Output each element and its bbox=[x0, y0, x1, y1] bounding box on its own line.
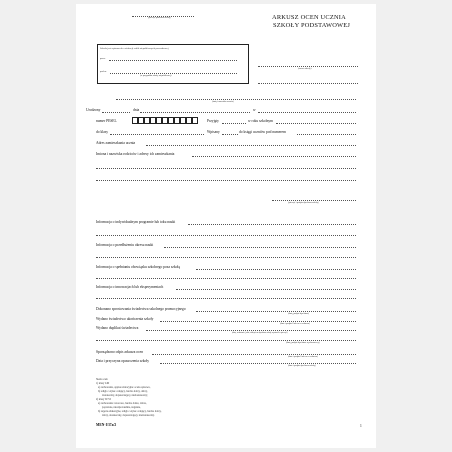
form-code: MEN-I/37a/2 bbox=[96, 423, 117, 427]
admitted-line bbox=[222, 123, 246, 124]
register-line bbox=[222, 134, 238, 135]
extra-caption: (data, podpis dyrektora wychowawcy) bbox=[286, 342, 320, 344]
school-year-line bbox=[276, 123, 356, 124]
compulsory-outside-line-2 bbox=[96, 278, 356, 279]
school-name-line-2 bbox=[258, 83, 358, 84]
legend-line: 1) klasy I-III bbox=[96, 382, 110, 385]
page-number: 1 bbox=[360, 424, 362, 428]
class-label: do klasy bbox=[96, 130, 109, 134]
compulsory-outside-label: Informacja o spełnianiu obowiązku szkolnego poza szkołą bbox=[96, 265, 181, 269]
birth-place-line bbox=[258, 112, 356, 113]
address-label: Adres zamieszkania ucznia bbox=[96, 141, 136, 145]
registration-number-line bbox=[110, 73, 237, 74]
register-number-line bbox=[297, 134, 356, 135]
innovations-line-1 bbox=[176, 289, 356, 290]
pesel-label: numer PESEL bbox=[96, 119, 117, 123]
register-suffix: do księgi uczniów pod numerem bbox=[239, 130, 286, 134]
stamp-caption: (pieczęć podłużna szkoły) bbox=[148, 17, 171, 19]
parents-line-3 bbox=[96, 180, 356, 181]
copy-made-label: Sporządzono odpis arkusza ocen bbox=[96, 350, 144, 354]
document-page bbox=[76, 4, 376, 448]
admitted-label: Przyjęty bbox=[207, 119, 219, 123]
registration-box-by: przez bbox=[100, 57, 106, 60]
individual-program-line-1 bbox=[188, 224, 356, 225]
class-line bbox=[110, 134, 204, 135]
registration-box-line1: Szkoła jest wpisana do ewidencji szkół niepublicznych prowadzonej bbox=[100, 47, 169, 50]
form-title-line1: ARKUSZ OCEN UCZNIA bbox=[272, 14, 346, 21]
promotion-caption: (data, podpis dyrektora) bbox=[288, 313, 309, 315]
graduation-caption: (data i podpis k'ulecza w arkuszu) bbox=[280, 323, 310, 325]
student-name-caption: (imię i nazwisko ucznia) bbox=[212, 101, 234, 103]
legend-line: 2) klasy IV-VI bbox=[96, 398, 112, 401]
extended-period-line-1 bbox=[164, 247, 356, 248]
legend-line: b) zajęcia edukacyjne, religia / etyka: celujący, bardzo dobry, bbox=[98, 410, 162, 413]
born-day-label: dnia bbox=[133, 108, 140, 112]
parents-label: Imiona i nazwiska rodziców i adresy ich zamieszkania bbox=[96, 152, 175, 156]
legend-line: dostateczny, dopuszczający, niedostateczny; bbox=[102, 394, 148, 397]
graduation-certificate-line bbox=[160, 321, 356, 322]
duplicate-certificate-label: Wydano duplikat świadectwa bbox=[96, 326, 139, 330]
parents-line-1 bbox=[192, 156, 356, 157]
parents-line-2 bbox=[96, 168, 356, 169]
duplicate-certificate-line bbox=[146, 330, 356, 331]
address-line bbox=[146, 145, 356, 146]
form-title-line2: SZKOŁY PODSTAWOWEJ bbox=[273, 22, 351, 29]
promotion-certificate-label: Dokonano sprostowania świadectwa szkolnego promocyjnego bbox=[96, 307, 186, 311]
legend-line: a) zachowanie, oppisa relatacyjne: ocena opisowa, bbox=[98, 386, 151, 389]
legend-line: a) zachowanie: wzorowe, bardzo dobre, dobre, bbox=[98, 402, 147, 405]
compulsory-outside-line-1 bbox=[196, 269, 356, 270]
born-label: Urodzony bbox=[86, 108, 101, 112]
leaving-label: Data i przyczyna opuszczenia szkoły bbox=[96, 359, 150, 363]
copy-made-caption: (data i podpis k'ulecza w arkuszu) bbox=[288, 356, 318, 358]
register-label: Wpisany bbox=[207, 130, 220, 134]
legend-line: dobry, dostateczny, dopuszczający, niedostateczny. bbox=[102, 414, 155, 417]
duplicate-caption: (data, wskazanie: jakie; odkryciem dyrektora szkoły wystawił w pieczęć) bbox=[232, 332, 288, 334]
innovations-label: Informacja o innowacjach lub eksperymentach bbox=[96, 285, 164, 289]
director-signature-line bbox=[272, 200, 356, 201]
birth-date-line bbox=[140, 112, 250, 113]
registration-by-line bbox=[109, 60, 237, 61]
extended-period-label: Informacja o przedłużeniu okresu nauki bbox=[96, 243, 154, 247]
legend-line: b) religia / etyka: celujący, bardzo dobry, dobry, bbox=[98, 390, 148, 393]
legend-heading: Skala ocen: bbox=[96, 378, 109, 381]
extended-period-line-2 bbox=[96, 257, 356, 258]
student-name-line bbox=[116, 99, 356, 100]
leaving-line bbox=[160, 363, 356, 364]
registration-box bbox=[97, 44, 249, 84]
legend-line: poprawne, nieodpowiednie, naganne, bbox=[102, 406, 141, 409]
school-name-line bbox=[258, 66, 358, 67]
promotion-certificate-line bbox=[196, 311, 356, 312]
school-name-caption: (nazwa szkoły) bbox=[298, 68, 312, 70]
individual-program-line-2 bbox=[96, 235, 356, 236]
director-signature-caption: (pieczęć i podpis dyrektora szkoły) bbox=[288, 202, 319, 204]
graduation-certificate-label: Wydano świadectwo ukończenia szkoły bbox=[96, 317, 154, 321]
innovations-line-2 bbox=[96, 298, 356, 299]
born-blank bbox=[102, 112, 130, 113]
leaving-caption: (data i podpis dyrektora szkoły) bbox=[288, 365, 316, 367]
school-year-label: w roku szkolnym bbox=[248, 119, 273, 123]
born-in-label: w bbox=[253, 108, 256, 112]
copy-made-line bbox=[152, 354, 356, 355]
registration-box-number: pod nr bbox=[100, 70, 107, 73]
extra-line bbox=[96, 340, 356, 341]
individual-program-label: Informacja o indywidualnym programie lub toku nauki bbox=[96, 220, 176, 224]
registration-box-caption: (w przypadku szkoły niepublicznej) bbox=[140, 75, 172, 77]
